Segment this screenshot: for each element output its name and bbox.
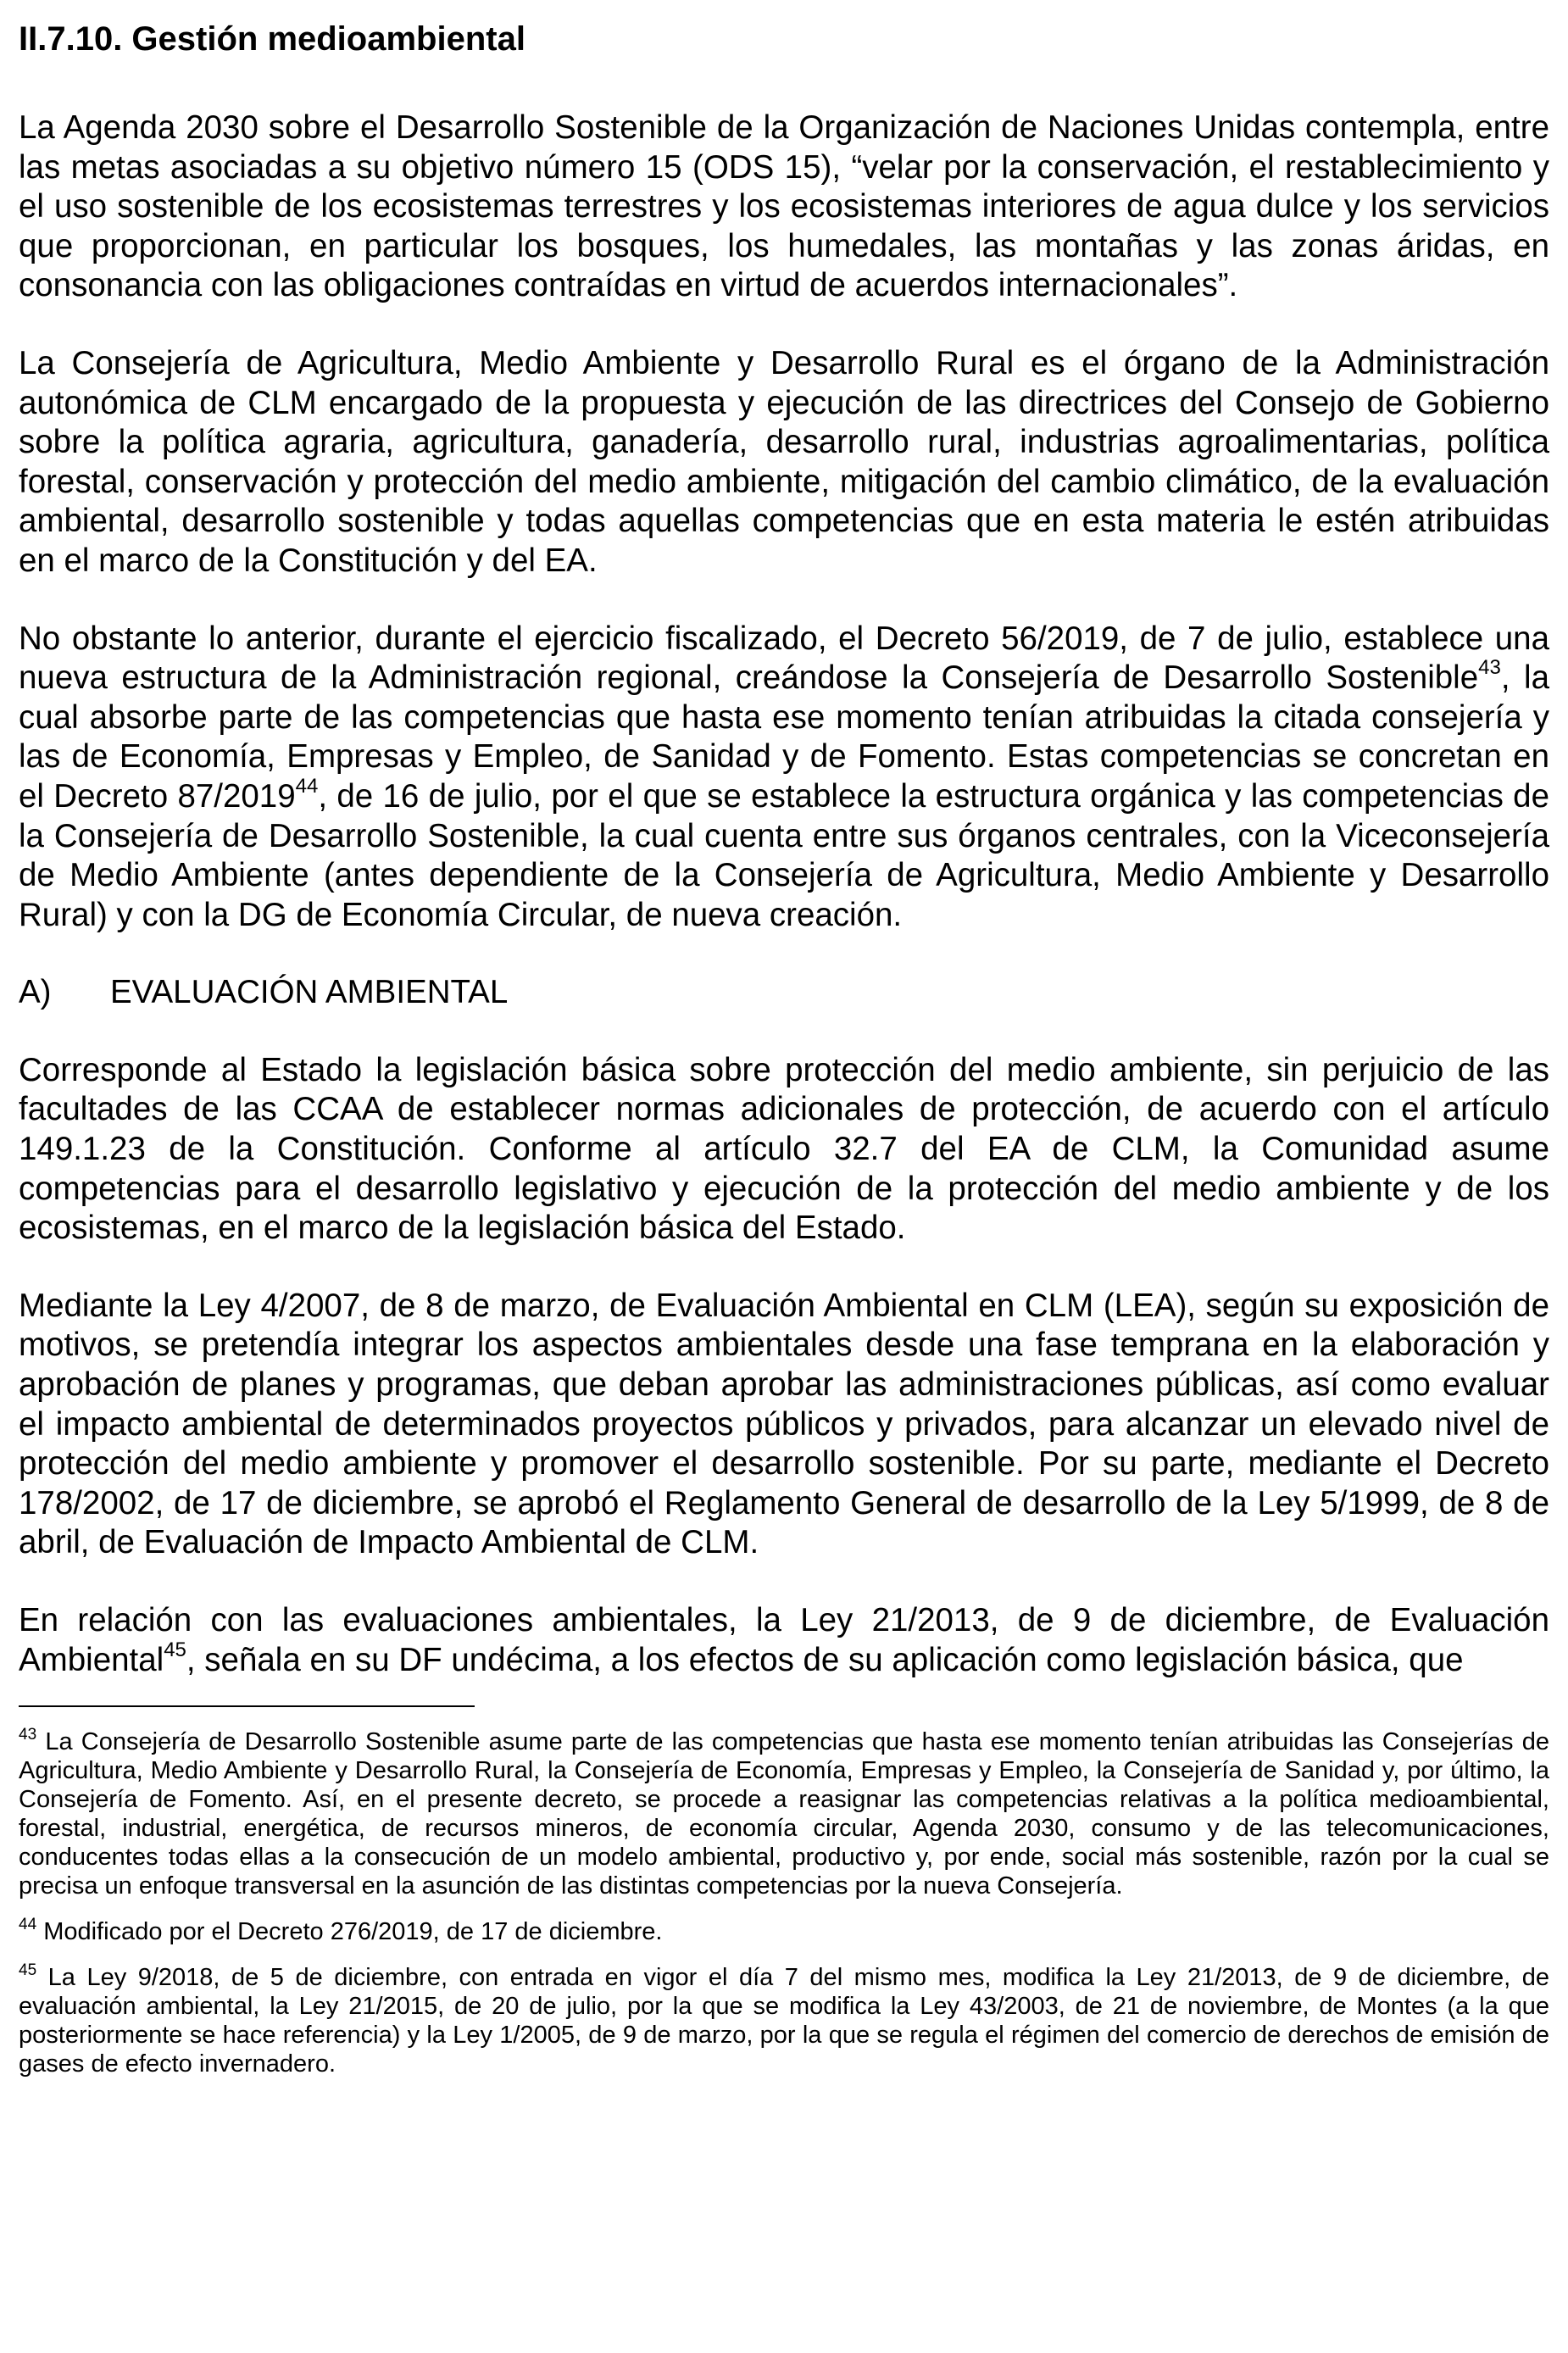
footnote-number: 43 — [19, 1725, 37, 1744]
paragraph-text: No obstante lo anterior, durante el ejercicio fiscalizado, el Decreto 56/2019, de 7 de julio, establece una nueva estructura de la Administración regional, creándose la Consejería de Desarrollo Sostenible — [19, 620, 1549, 697]
paragraph-text: , la cual absorbe parte de las competencias que hasta ese momento tenían atribuidas la citada consejería y las de Economía, Empresas y Empleo, de Sanidad y de Fomento. Estas competencias se concretan en el Decreto 87/2019 — [19, 659, 1549, 815]
footnote-45 — [19, 1963, 1549, 2078]
footnote-number: 44 — [19, 1915, 37, 1933]
paragraph-legislacion-basica: Corresponde al Estado la legislación básica sobre protección del medio ambiente, sin perjuicio de las facultades de las CCAA de establecer normas adicionales de protección, de acuerdo con el artículo 149.1.23 de la Constitución. Conforme al artículo 32.7 del EA de CLM, la Comunidad asume competencias para el desarrollo legislativo y ejecución de la protección del medio ambiente y de los ecosistemas, en el marco de la legislación básica del Estado. — [19, 1051, 1549, 1247]
paragraph-agenda-2030: La Agenda 2030 sobre el Desarrollo Sostenible de la Organización de Naciones Unidas contempla, entre las metas asociadas a su objetivo número 15 (ODS 15), “velar por la conservación, el restablecimiento y el uso sostenible de los ecosistemas terrestres y los ecosistemas interiores de agua dulce y los servicios que proporcionan, en particular los bosques, los humedales, las montañas y las zonas áridas, en consonancia con las obligaciones contraídas en virtud de acuerdos internacionales”. — [19, 109, 1549, 304]
footnote-text: Modificado por el Decreto 276/2019, de 17 de diciembre. — [43, 1918, 663, 1946]
footnote-ref-44[interactable]: 44 — [295, 775, 319, 798]
paragraph-consejeria-agricultura: La Consejería de Agricultura, Medio Ambiente y Desarrollo Rural es el órgano de la Administración autonómica de CLM encargado de la propuesta y ejecución de las directrices del Consejo de Gobierno sobre la política agraria, agricultura, ganadería, desarrollo rural, industrias agroalimentarias, política forestal, conservación y protección del medio ambiente, mitigación del cambio climático, de la evaluación ambiental, desarrollo sostenible y todas aquellas competencias que en esta materia le estén atribuidas en el marco de la Constitución y del EA. — [19, 344, 1549, 579]
paragraph-text: En relación con las evaluaciones ambientales, la Ley 21/2013, de 9 de diciembre, de Evaluación Ambiental — [19, 1602, 1549, 1678]
paragraph-decreto-56-2019 — [19, 620, 1549, 936]
section-heading: II.7.10. Gestión medioambiental — [19, 20, 525, 58]
document-page — [19, 19, 1549, 2095]
footnote-text: La Consejería de Desarrollo Sostenible asume parte de las competencias que hasta ese momento tenían atribuidas las Consejerías de Agricultura, Medio Ambiente y Desarrollo Rural, la Consejería de Economía, Empresas y Empleo, la Consejería de Sanidad y, por último, la Consejería de Fomento. Así, en el presente decreto, se procede a reasignar las competencias relativas a la política medioambiental, forestal, industrial, energética, de recursos mineros, de economía circular, Agenda 2030, consumo y de las telecomunicaciones, conducentes todas ellas a la consecución de un modelo ambiental, productivo y, por ende, social más sostenible, razón por la cual se precisa un enfoque transversal en la asunción de las distintas competencias por la nueva Consejería. — [19, 1728, 1549, 1900]
footnote-43 — [19, 1727, 1549, 1900]
footnote-text: La Ley 9/2018, de 5 de diciembre, con entrada en vigor el día 7 del mismo mes, modifica la Ley 21/2013, de 9 de diciembre, de evaluación ambiental, la Ley 21/2015, de 20 de julio, por la que se modifica la Ley 43/2003, de 21 de noviembre, de Montes (a la que posteriormente se hace referencia) y la Ley 1/2005, de 9 de marzo, por la que se regula el régimen del comercio de derechos de emisión de gases de efecto invernadero. — [19, 1964, 1549, 2078]
footnote-separator — [19, 1705, 475, 1707]
paragraph-text: , de 16 de julio, por el que se establece la estructura orgánica y las competencias de la Consejería de Desarrollo Sostenible, la cual cuenta entre sus órganos centrales, con la Viceconsejería de Medio Ambiente (antes dependiente de la Consejería de Agricultura, Medio Ambiente y Desarrollo Rural) y con la DG de Economía Circular, de nueva creación. — [19, 777, 1549, 933]
footnote-44 — [19, 1917, 1549, 1946]
footnote-ref-43[interactable]: 43 — [1478, 656, 1501, 680]
paragraph-ley-4-2007: Mediante la Ley 4/2007, de 8 de marzo, de Evaluación Ambiental en CLM (LEA), según su exposición de motivos, se pretendía integrar los aspectos ambientales desde una fase temprana en la elaboración y aprobación de planes y programas, que deban aprobar las administraciones públicas, así como evaluar el impacto ambiental de determinados proyectos públicos y privados, para alcanzar un elevado nivel de protección del medio ambiente y promover el desarrollo sostenible. Por su parte, mediante el Decreto 178/2002, de 17 de diciembre, se aprobó el Reglamento General de desarrollo de la Ley 5/1999, de 8 de abril, de Evaluación de Impacto Ambiental de CLM. — [19, 1287, 1549, 1561]
subsection-heading-evaluacion-ambiental — [19, 973, 1549, 1013]
footnote-ref-45[interactable]: 45 — [164, 1638, 186, 1661]
paragraph-text: , señala en su DF undécima, a los efectos de su aplicación como legislación básica, que — [186, 1641, 1464, 1678]
footnote-number: 45 — [19, 1961, 37, 1979]
paragraph-ley-21-2013 — [19, 1601, 1549, 1680]
subsection-letter: A) — [19, 974, 52, 1011]
subsection-title: EVALUACIÓN AMBIENTAL — [110, 974, 509, 1011]
